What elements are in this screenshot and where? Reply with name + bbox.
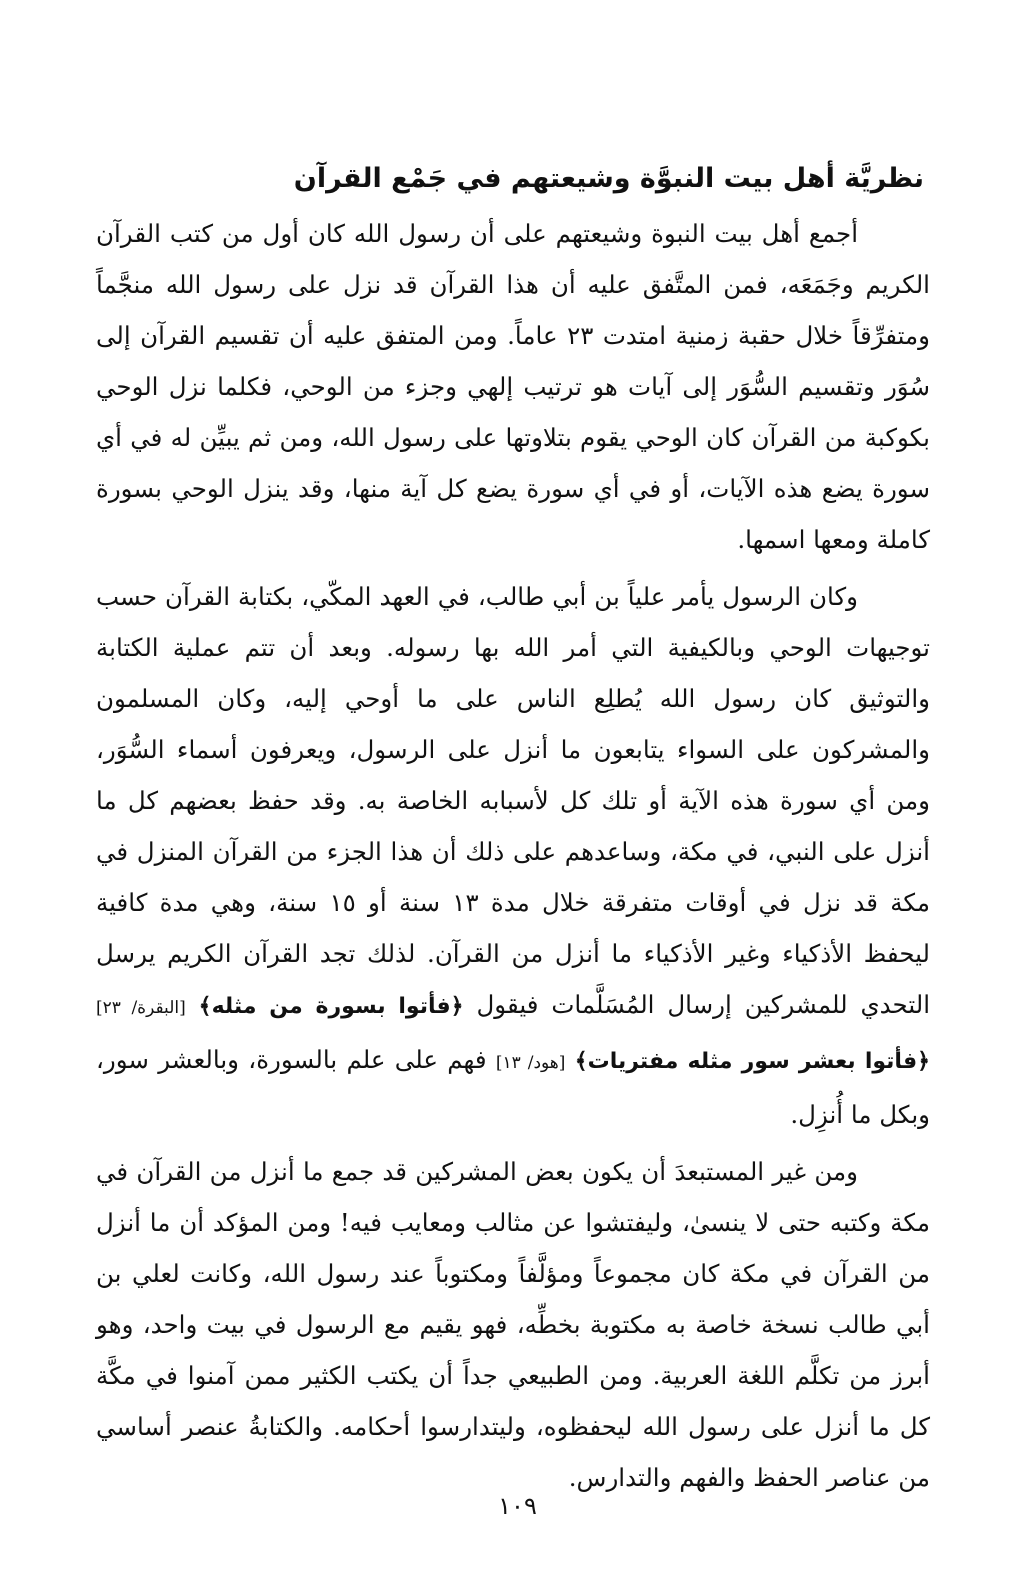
quran-reference-2: [هود/ ١٣]: [495, 1053, 566, 1073]
quran-reference-1: [البقرة/ ٢٣]: [96, 998, 186, 1018]
section-heading: نظريَّة أهل بيت النبوَّة وشيعتهم في جَمْع القرآن: [293, 163, 924, 194]
paragraph-3: ومن غير المستبعدَ أن يكون بعض المشركين قد جمع ما أنزل من القرآن في مكة وكتبه حتى لا ينسىٰ، وليفتشوا عن مثالب ومعايب فيه! ومن المؤكد أن ما أنزل من القرآن في مكة كان مجموعاً ومؤلَّفاً ومكتوباً عند رسول الله، وكانت لعلي بن أبي طالب نسخة خاصة به مكتوبة بخطِّه، فهو يقيم مع الرسول في بيت واحد، وهو أبرز من تكلَّم اللغة العربية. ومن الطبيعي جداً أن يكتب الكثير ممن آمنوا في مكَّة كل ما أنزل على رسول الله ليحفظوه، وليتدارسوا أحكامه. والكتابةُ عنصر أساسي من عناصر الحفظ والفهم والتدارس.: [96, 1157, 930, 1492]
paragraph-2: [96, 571, 930, 1140]
paragraph-2-conclusion: فهم على علم بالسورة، وبالعشر سور، وبكل ما أُنزِل.: [96, 1045, 930, 1129]
quran-quote-2: ﴿فأتوا بعشر سور مثله مفتريات﴾: [574, 1049, 930, 1074]
paragraph-1: أجمع أهل بيت النبوة وشيعتهم على أن رسول الله كان أول من كتب القرآن الكريم وجَمَعَه، فمن المتَّفق عليه أن هذا القرآن قد نزل على رسول الله منجَّماً ومتفرِّقاً خلال حقبة زمنية امتدت ٢٣ عاماً. ومن المتفق عليه أن تقسيم القرآن إلى سُوَر وتقسيم السُّوَر إلى آيات هو ترتيب إلهي وجزء من الوحي، فكلما نزل الوحي بكوكبة من القرآن كان الوحي يقوم بتلاوتها على رسول الله، ومن ثم يبيِّن له في أي سورة يضع هذه الآيات، أو في أي سورة يضع كل آية منها، وقد ينزل الوحي بسورة كاملة ومعها اسمها.: [96, 219, 930, 554]
paragraph-2-text: وكان الرسول يأمر علياً بن أبي طالب، في العهد المكّي، بكتابة القرآن حسب توجيهات الوحي وبالكيفية التي أمر الله بها رسوله. وبعد أن تتم عملية الكتابة والتوثيق كان رسول الله يُطلِع الناس على ما أوحي إليه، وكان المسلمون والمشركون على السواء يتابعون ما أنزل على الرسول، ويعرفون أسماء السُّوَر، ومن أي سورة هذه الآية أو تلك كل لأسبابه الخاصة به. وقد حفظ بعضهم كل ما أنزل على النبي، في مكة، وساعدهم على ذلك أن هذا الجزء من القرآن المنزل في مكة قد نزل في أوقات متفرقة خلال مدة ١٣ سنة أو ١٥ سنة، وهي مدة كافية ليحفظ الأذكياء وغير الأذكياء ما أنزل من القرآن. لذلك تجد القرآن الكريم يرسل التحدي للمشركين إرسال المُسَلَّمات فيقول: [96, 582, 931, 1019]
page-content: [96, 150, 930, 1503]
page-number: ١٠٩: [498, 1492, 537, 1520]
quran-quote-1: ﴿فأتوا بسورة من مثله﴾: [198, 994, 464, 1019]
